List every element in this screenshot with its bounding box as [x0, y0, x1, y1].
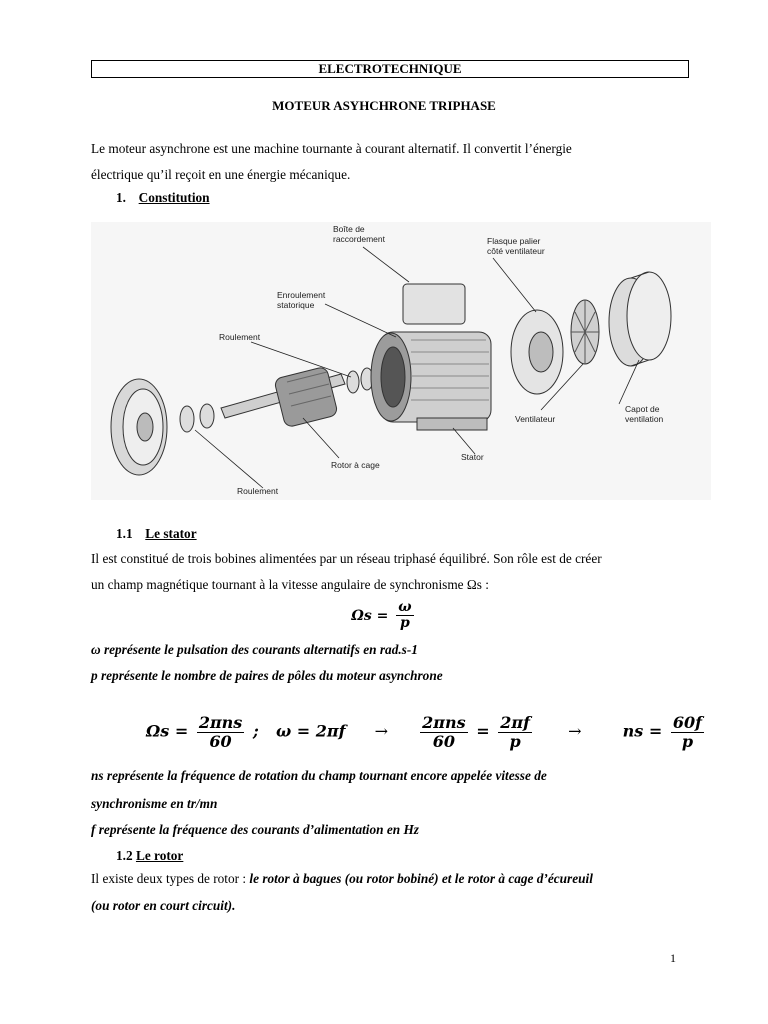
- flasque-drawing: [511, 310, 563, 394]
- formula-line-ns: [146, 713, 703, 751]
- rotor-text-line-1: [91, 866, 691, 892]
- end-shield-drawing: [111, 379, 167, 475]
- formula-3a-num: 2πns: [422, 713, 466, 732]
- formula-4-lhs: ns =: [622, 721, 663, 741]
- section-1-2-title: Le rotor: [135, 848, 184, 863]
- formula-3b-fraction: [498, 714, 532, 750]
- stator-text-line-1: Il est constitué de trois bobines alimentées par un réseau triphasé équilibré. Son rôle est de créer: [91, 551, 602, 566]
- page-title: MOTEUR ASYHCHRONE TRIPHASE: [272, 98, 496, 113]
- formula-3a-fraction: [420, 714, 467, 750]
- formula-2-lhs: Ωs =: [146, 721, 189, 741]
- label-roulement-top: Roulement: [219, 332, 261, 342]
- section-1-1-number: 1.1: [116, 526, 133, 541]
- intro-line-1: Le moteur asynchrone est une machine tournante à courant alternatif. Il convertit l’énergie: [91, 141, 572, 156]
- formula-separator: ;: [252, 721, 259, 741]
- label-ventilateur: Ventilateur: [515, 414, 556, 424]
- fan-drawing: [571, 300, 599, 364]
- formula-2-den: 60: [209, 731, 232, 751]
- label-enroulement: Enroulement statorique: [277, 290, 326, 310]
- formula-3-equals: =: [476, 721, 490, 741]
- section-1-2-number: 1.2: [116, 848, 133, 863]
- section-1-1-title: Le stator: [145, 526, 197, 541]
- arrow-1: →: [374, 721, 389, 741]
- formula-1-den: p: [400, 615, 410, 632]
- section-1-2-heading: [116, 848, 183, 864]
- stator-text-line-2: un champ magnétique tournant à la vitesse angulaire de synchronisme Ωs :: [91, 577, 489, 592]
- motor-illustration: [91, 222, 711, 500]
- label-flasque: Flasque palier côté ventilateur: [487, 236, 545, 256]
- formula-4-fraction: [671, 714, 704, 750]
- section-1-heading: [116, 190, 210, 206]
- intro-line-2: électrique qu’il reçoit en une énergie mécanique.: [91, 167, 351, 182]
- formula-3b-num: 2πf: [500, 713, 530, 732]
- label-capot: Capot de ventilation: [625, 404, 664, 424]
- formula-3a-den: 60: [432, 731, 456, 751]
- ns-definition-line-1: ns représente la fréquence de rotation du champ tournant encore appelée vitesse de: [91, 768, 547, 783]
- label-boite: Boîte de raccordement: [333, 224, 385, 244]
- formula-1-lhs: Ωs =: [351, 607, 389, 624]
- formula-2-num: 2πns: [198, 713, 243, 732]
- rotor-types-bold: le rotor à bagues (ou rotor bobiné) et le rotor à cage d’écureuil: [249, 871, 593, 886]
- formula-3b-den: p: [509, 731, 521, 751]
- formula-4-num: 60f: [672, 713, 703, 732]
- omega-definition: ω représente le pulsation des courants alternatifs en rad.s-1: [91, 642, 418, 657]
- f-definition: f représente la fréquence des courants d’alimentation en Hz: [91, 822, 419, 837]
- section-1-title: Constitution: [138, 190, 210, 205]
- label-roulement-bottom: Roulement: [237, 486, 279, 496]
- formula-1-fraction: [396, 600, 413, 632]
- formula-1-num: ω: [398, 599, 412, 615]
- rotor-text-line-2: (ou rotor en court circuit).: [91, 898, 236, 913]
- formula-omega-2pif: ω = 2πf: [275, 721, 346, 741]
- section-1-1-heading: [116, 526, 197, 542]
- formula-4-den: p: [681, 731, 694, 751]
- motor-exploded-figure: [91, 222, 711, 500]
- label-stator: Stator: [461, 452, 484, 462]
- ns-definition-line-2: synchronisme en tr/mn: [91, 796, 218, 811]
- formula-omega-s: [0, 600, 768, 632]
- p-definition: p représente le nombre de paires de pôles du moteur asynchrone: [91, 668, 443, 683]
- arrow-2: →: [568, 721, 582, 741]
- cover-drawing: [609, 272, 671, 366]
- page-number: 1: [670, 951, 676, 965]
- section-1-number: 1.: [116, 190, 126, 205]
- label-rotor: Rotor à cage: [331, 460, 380, 470]
- formula-2-fraction: [197, 714, 244, 750]
- subject-header: ELECTROTECHNIQUE: [91, 60, 689, 78]
- rotor-text-plain: Il existe deux types de rotor :: [91, 871, 250, 886]
